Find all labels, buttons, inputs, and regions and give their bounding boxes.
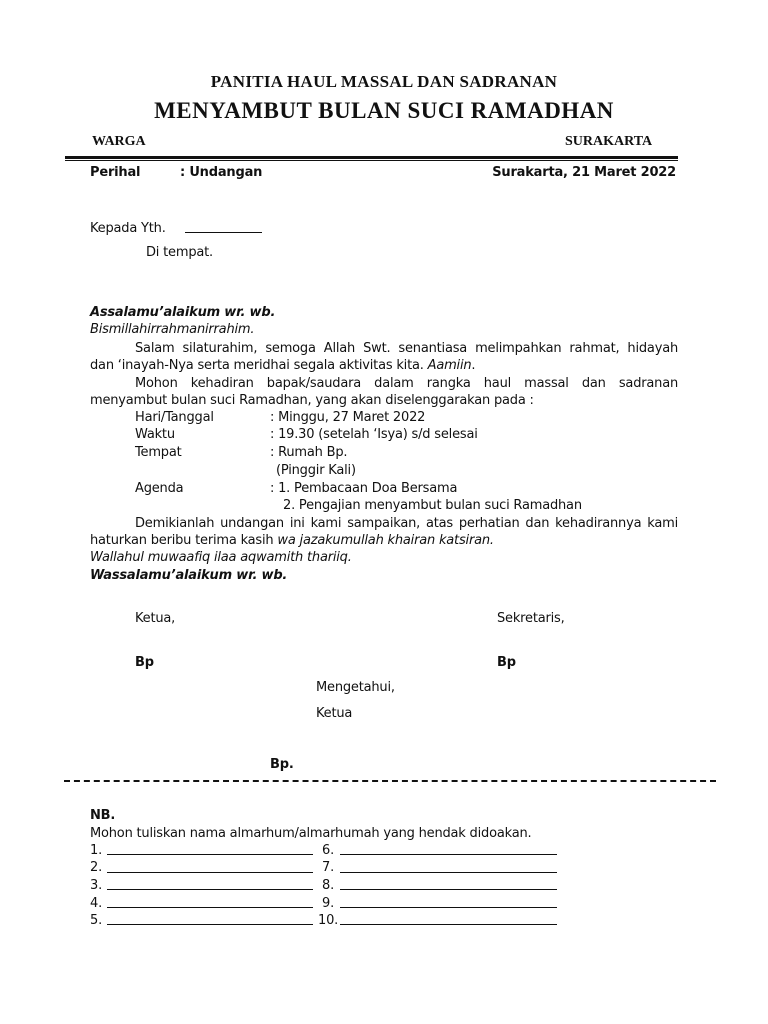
kepada-yth: Kepada Yth. [90, 221, 166, 236]
agenda-item-2: 2. Pengajian menyambut bulan suci Ramadhan [283, 498, 582, 513]
mengetahui-label: Mengetahui, [316, 680, 395, 695]
header-rule-thin [65, 160, 678, 161]
header-rule-thick [65, 156, 678, 159]
nb-number-9: 9. [322, 896, 335, 911]
agenda-item-1: : 1. Pembacaan Doa Bersama [270, 481, 458, 496]
tempat-value-2: (Pinggir Kali) [276, 463, 356, 478]
recipient-blank [185, 232, 262, 233]
sekretaris-label: Sekretaris, [497, 611, 565, 626]
nb-number-7: 7. [322, 860, 335, 875]
nb-blank-2 [107, 872, 313, 873]
wallahul: Wallahul muwaafiq ilaa aqwamith thariiq. [90, 550, 352, 565]
nb-number-2: 2. [90, 860, 103, 875]
nb-label: NB. [90, 808, 116, 823]
nb-blank-9 [340, 907, 557, 908]
letter-title: MENYAMBUT BULAN SUCI RAMADHAN [154, 98, 614, 123]
paragraph-2-line-2: menyambut bulan suci Ramadhan, yang akan diselenggarakan pada : [90, 393, 534, 408]
nb-number-10: 10. [318, 913, 339, 928]
paragraph-1-line-1: Salam silaturahim, semoga Allah Swt. senantiasa melimpahkan rahmat, hidayah [135, 341, 678, 356]
header-right: SURAKARTA [565, 134, 653, 149]
basmalah: Bismillahirrahmanirrahim. [90, 322, 255, 337]
place-date: Surakarta, 21 Maret 2022 [492, 165, 676, 180]
bp-ketua: Bp [135, 655, 154, 670]
bp-sekretaris: Bp [497, 655, 516, 670]
ketua-label: Ketua, [135, 611, 176, 626]
nb-blank-5 [107, 924, 313, 925]
nb-number-1: 1. [90, 843, 103, 858]
nb-blank-7 [340, 872, 557, 873]
paragraph-3-line-2 [90, 533, 494, 548]
p1-text: dan ‘inayah-Nya serta meridhai segala aktivitas kita. [90, 358, 428, 373]
di-tempat: Di tempat. [146, 245, 213, 260]
waktu-label: Waktu [135, 427, 175, 442]
nb-number-4: 4. [90, 896, 103, 911]
nb-number-8: 8. [322, 878, 335, 893]
paragraph-3-line-1: Demikianlah undangan ini kami sampaikan, atas perhatian dan kehadirannya kami [135, 516, 678, 531]
jazakumullah: wa jazakumullah khairan katsiran. [277, 533, 494, 548]
greeting: Assalamu’alaikum wr. wb. [90, 305, 276, 320]
nb-blank-1 [107, 854, 313, 855]
tempat-label: Tempat [135, 445, 182, 460]
closing-salam: Wassalamu’alaikum wr. wb. [90, 568, 288, 583]
bp-center: Bp. [270, 757, 294, 772]
agenda-label: Agenda [135, 481, 184, 496]
hari-label: Hari/Tanggal [135, 410, 214, 425]
nb-number-5: 5. [90, 913, 103, 928]
nb-instruction: Mohon tuliskan nama almarhum/almarhumah yang hendak didoakan. [90, 826, 532, 841]
ketua-2-label: Ketua [316, 706, 353, 721]
header-left: WARGA [92, 134, 146, 149]
aamiin: Aamiin [427, 358, 472, 373]
tempat-value: : Rumah Bp. [270, 445, 348, 460]
nb-number-6: 6. [322, 843, 335, 858]
committee-title: PANITIA HAUL MASSAL DAN SADRANAN [210, 72, 558, 91]
perihal-value: : Undangan [180, 165, 263, 180]
dashed-cut-line [64, 780, 716, 782]
nb-blank-3 [107, 889, 313, 890]
nb-blank-6 [340, 854, 557, 855]
p1-period: . [471, 358, 476, 373]
p3-text: haturkan beribu terima kasih [90, 533, 278, 548]
nb-blank-8 [340, 889, 557, 890]
paragraph-2-line-1: Mohon kehadiran bapak/saudara dalam rangka haul massal dan sadranan [135, 376, 678, 391]
nb-blank-4 [107, 907, 313, 908]
waktu-value: : 19.30 (setelah ‘Isya) s/d selesai [270, 427, 478, 442]
hari-value: : Minggu, 27 Maret 2022 [270, 410, 426, 425]
nb-blank-10 [340, 924, 557, 925]
paragraph-1-line-2 [90, 358, 475, 373]
nb-number-3: 3. [90, 878, 103, 893]
perihal-label: Perihal [90, 165, 141, 180]
